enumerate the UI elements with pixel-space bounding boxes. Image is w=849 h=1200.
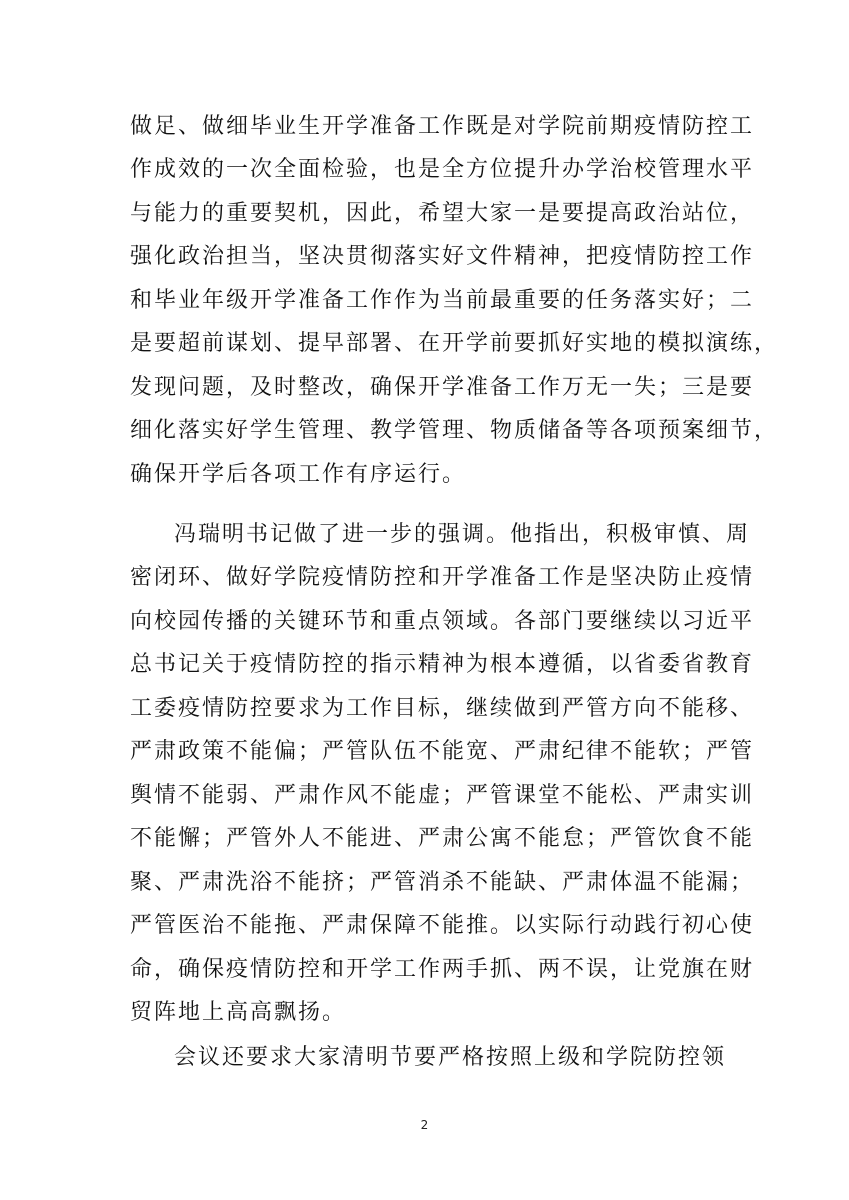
text-line-18: 聚、严肃洗浴不能挤；严管消杀不能缺、严肃体温不能漏； (130, 870, 755, 895)
text-line-17: 不能懈；严管外人不能进、严肃公寓不能怠；严管饮食不能 (130, 826, 755, 851)
text-line-2: 作成效的一次全面检验，也是全方位提升办学治校管理水平 (130, 157, 755, 182)
text-line-12: 向校园传播的关键环节和重点领域。各部门要继续以习近平 (130, 609, 755, 634)
text-line-3: 与能力的重要契机，因此，希望大家一是要提高政治站位， (130, 201, 755, 226)
text-line-11: 密闭环、做好学院疫情防控和开学准备工作是坚决防止疫情 (130, 565, 755, 590)
text-line-15: 严肃政策不能偏；严管队伍不能宽、严肃纪律不能软；严管 (130, 739, 755, 764)
text-line-21: 贸阵地上高高飘扬。 (130, 1000, 347, 1025)
text-line-1: 做足、做细毕业生开学准备工作既是对学院前期疫情防控工 (130, 114, 755, 139)
text-line-6: 是要超前谋划、提早部署、在开学前要抓好实地的模拟演练， (130, 331, 779, 356)
text-line-10: 冯瑞明书记做了进一步的强调。他指出，积极审慎、周 (174, 522, 751, 547)
text-line-9: 确保开学后各项工作有序运行。 (130, 462, 467, 487)
text-line-16: 舆情不能弱、严肃作风不能虚；严管课堂不能松、严肃实训 (130, 783, 755, 808)
text-line-7: 发现问题，及时整改，确保开学准备工作万无一失；三是要 (130, 375, 755, 400)
text-line-13: 总书记关于疫情防控的指示精神为根本遵循，以省委省教育 (130, 652, 755, 677)
text-line-14: 工委疫情防控要求为工作目标，继续做到严管方向不能移、 (130, 696, 755, 721)
text-line-5: 和毕业年级开学准备工作作为当前最重要的任务落实好；二 (130, 288, 755, 313)
page-number: 2 (420, 1118, 429, 1132)
text-line-20: 命，确保疫情防控和开学工作两手抓、两不误，让党旗在财 (130, 957, 755, 982)
text-line-19: 严管医治不能拖、严肃保障不能推。以实际行动践行初心使 (130, 913, 755, 938)
text-line-8: 细化落实好学生管理、教学管理、物质储备等各项预案细节， (130, 418, 779, 443)
text-line-22: 会议还要求大家清明节要严格按照上级和学院防控领 (174, 1045, 727, 1070)
text-line-4: 强化政治担当，坚决贯彻落实好文件精神，把疫情防控工作 (130, 244, 755, 269)
